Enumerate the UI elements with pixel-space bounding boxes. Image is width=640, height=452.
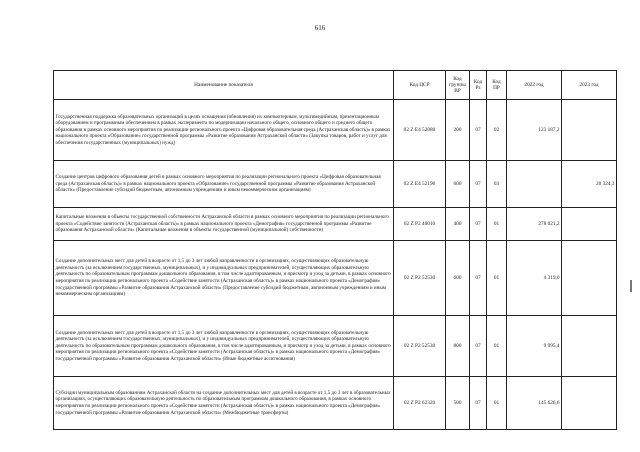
row-name: Субсидии муниципальным образованиям Астраханской области на создание дополнительных мест для детей в возрасте от 1,5 до 3 лет в образовательных организациях, осуществляющих образовательную деятельность по образовательным программам дошкольного образования, в рамках основного мероприятия по реализации регионального проекта «Содействие занятости (Астраханская область)» в рамках национального проекта «Демография» государственной программы «Развитие образования Астраханской области» (Межбюджетные трансферты) [54,377,394,430]
row-2022: 278 021,2 [507,208,562,241]
row-name: Государственная поддержка образовательных организаций в целях оснащения (обновления) их компьютерным, мультимедийным, презентационным оборудованием и программным обеспечением в рамках эксперимента по модернизации начального общего, основного общего и среднего общего образования в рамках основного мероприятия по реализации регионального проекта «Цифровая образовательная среда (Астраханская область)» в рамках национального проекта «Образование» государственной программы «Развитие образования Астраханской области» (Закупка товаров, работ и услуг для обеспечения государственных (муниципальных) нужд) [54,100,394,161]
header-2022: 2022 год [507,71,562,100]
row-vr: 600 [446,241,470,316]
row-vr: 600 [446,161,470,208]
row-vr: 400 [446,208,470,241]
row-rz: 07 [470,241,487,316]
row-vr: 500 [446,377,470,430]
header-rz: Код Рз [470,71,487,100]
table-row [54,316,617,377]
row-2022: 4 319,0 [507,241,562,316]
row-csr: 02 Z P2 52530 [394,241,446,316]
row-vr: 800 [446,316,470,377]
row-2022: 145 626,6 [507,377,562,430]
row-pr: 01 [487,208,507,241]
row-csr: 02 Z E4 52080 [394,100,446,161]
row-name: Создание дополнительных мест для детей в возрасте от 1,5 до 3 лет любой направленности в организациях, осуществляющих образовательную деятельность (за исключением государственных, муниципальных), и у индивидуальных предпринимателей, осуществляющих образовательную деятельность по образовательным программам дошкольного образования, в том числе адаптированным, и присмотр и уход за детьми, в рамках основного мероприятия по реализации регионального проекта «Содействие занятости (Астраханская область)» в рамках национального проекта «Демография» государственной программы «Развитие образования Астраханской области» (Иные бюджетные ассигнования) [54,316,394,377]
budget-table [53,70,617,430]
row-csr: 02 Z P2 40010 [394,208,446,241]
table-row [54,241,617,316]
row-2022 [507,161,562,208]
row-rz: 07 [470,208,487,241]
row-vr: 200 [446,100,470,161]
row-csr: 02 Z P2 62320 [394,377,446,430]
table-row [54,377,617,430]
row-name: Создание центров цифрового образования детей в рамках основного мероприятия по реализации регионального проекта «Цифровая образовательная среда (Астраханская область)» в рамках национального проекта «Образование» государственной программы «Развитие образования Астраханской области» (Предоставление субсидий бюджетным, автономным учреждениям и иным некоммерческим организациям) [54,161,394,208]
row-name: Создание дополнительных мест для детей в возрасте от 1,5 до 3 лет любой направленности в организациях, осуществляющих образовательную деятельность (за исключением государственных, муниципальных), и у индивидуальных предпринимателей, осуществляющих образовательную деятельность по образовательным программам дошкольного образования, в том числе адаптированным, и присмотр и уход за детьми, в рамках основного мероприятия по реализации регионального проекта «Содействие занятости (Астраханская область)» в рамках национального проекта «Демография» государственной программы «Развитие образования Астраханской области» (Предоставление субсидий бюджетным, автономным учреждениям и иным некоммерческим организациям) [54,241,394,316]
row-pr: 03 [487,161,507,208]
row-rz: 07 [470,161,487,208]
table-row [54,208,617,241]
header-2023: 2023 год [562,71,617,100]
page-number: 616 [314,24,326,32]
scan-edge-mark [630,280,632,292]
row-2023 [562,208,617,241]
row-csr: 02 Z P2 52530 [394,316,446,377]
row-2023 [562,241,617,316]
row-name: Капитальные вложения в объекты государственной собственности Астраханской области в рамках основного мероприятия по реализации регионального проекта «Содействие занятости (Астраханская область)» в рамках национального проекта «Демография» государственной программы «Развитие образования Астраханской области» (Капитальные вложения в объекты государственной (муниципальной) собственности) [54,208,394,241]
row-pr: 01 [487,241,507,316]
row-rz: 07 [470,100,487,161]
row-2022: 9 995,4 [507,316,562,377]
table-row [54,161,617,208]
row-rz: 07 [470,316,487,377]
row-pr: 01 [487,377,507,430]
row-2022: 123 187,2 [507,100,562,161]
row-pr: 01 [487,316,507,377]
header-pr: Код ПР [487,71,507,100]
header-vr: Код группы ВР [446,71,470,100]
header-csr: Код ЦСР [394,71,446,100]
row-csr: 02 Z E4 52190 [394,161,446,208]
row-2023: 20 324,3 [562,161,617,208]
header-name: Наименование показателя [54,71,394,100]
table-row [54,100,617,161]
table-header-row [54,71,617,100]
row-pr: 02 [487,100,507,161]
row-2023 [562,377,617,430]
row-rz: 07 [470,377,487,430]
row-2023 [562,316,617,377]
row-2023 [562,100,617,161]
